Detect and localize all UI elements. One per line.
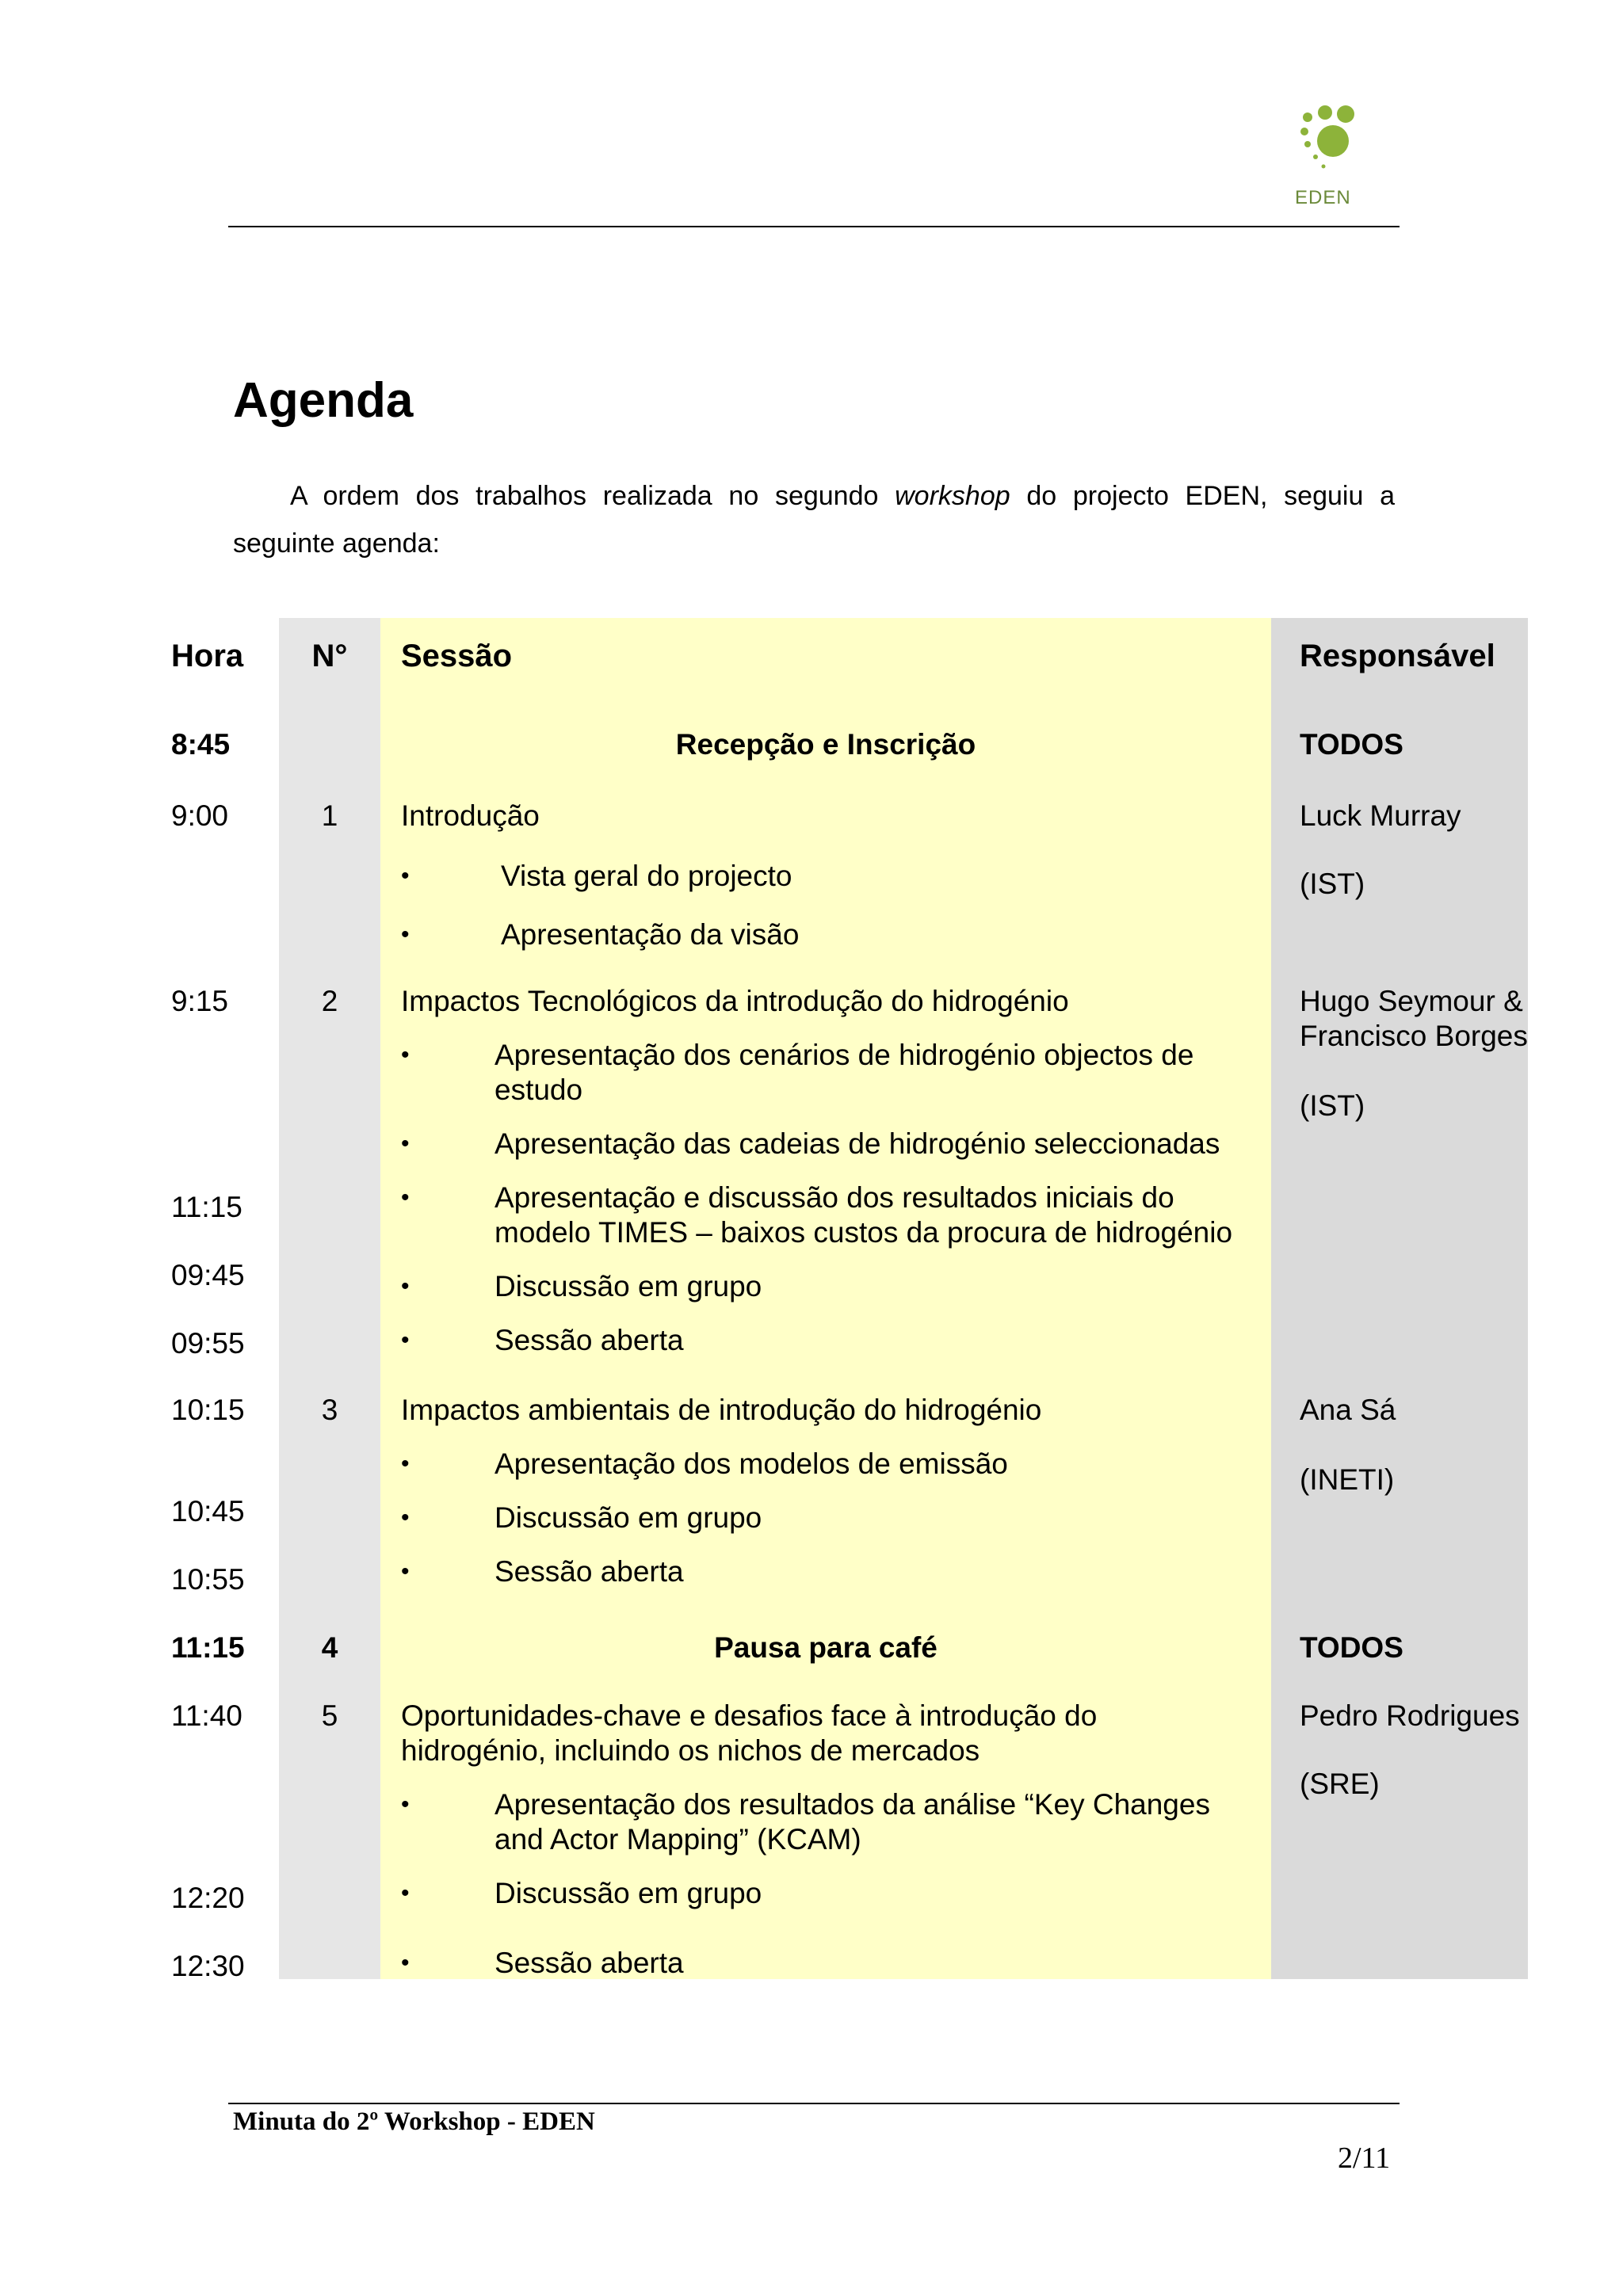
row-session: Recepção e Inscrição [675,728,976,761]
row-org: (SRE) [1300,1768,1380,1800]
row-number: 4 [321,1631,338,1664]
bullet-item: Apresentação dos resultados da análise “Key Changes and Actor Mapping” (KCAM) [495,1788,1210,1855]
bullet-marker: • [401,1791,410,1817]
row-session: Impactos Tecnológicos da introdução do hidrogénio [401,985,1069,1017]
bullet-marker: • [401,1558,410,1585]
row-time: 11:40 [171,1699,242,1732]
header-rule [228,226,1400,227]
bullet-item: Apresentação dos modelos de emissão [495,1447,1008,1480]
logo-text: EDEN [1295,187,1351,208]
row-responsible: TODOS [1300,1631,1403,1664]
row-org: (IST) [1300,868,1365,900]
row-session: Impactos ambientais de introdução do hidrogénio [401,1394,1042,1426]
footer-rule [228,2103,1400,2104]
row-time: 11:15 [171,1631,245,1664]
bullet-marker: • [401,1042,410,1068]
bullet-marker: • [401,1273,410,1299]
page-number: 2/11 [1338,2142,1391,2175]
bullet-item: Apresentação da visão [501,918,800,951]
row-responsible: TODOS [1300,728,1403,761]
row-responsible: Pedro Rodrigues [1300,1699,1520,1732]
footer-title: Minuta do 2º Workshop - EDEN [233,2107,595,2136]
bullet-time: 09:55 [171,1327,245,1360]
header-sessao: Sessão [401,639,513,673]
header-num: N° [311,639,348,673]
bullet-item: Sessão aberta [495,1947,684,1979]
bullet-item: Sessão aberta [495,1324,684,1356]
bullet-marker: • [401,1950,410,1976]
row-responsible: Luck Murray [1300,799,1461,832]
bullet-marker: • [401,1184,410,1211]
row-number: 2 [321,985,338,1017]
row-time: 10:15 [171,1394,245,1426]
row-session: Pausa para café [714,1631,938,1664]
row-org: (INETI) [1300,1463,1395,1496]
row-number: 5 [321,1699,338,1732]
bullet-item: Apresentação das cadeias de hidrogénio seleccionadas [495,1127,1220,1160]
bullet-item: Apresentação e discussão dos resultados iniciais do modelo TIMES – baixos custos da procura de hidrogénio [495,1181,1233,1249]
bullet-time: 11:15 [171,1191,242,1223]
bullet-time: 09:45 [171,1259,245,1291]
bullet-time: 10:45 [171,1495,245,1527]
bullet-marker: • [401,1131,410,1157]
row-time: 9:00 [171,799,229,832]
row-number: 1 [321,799,338,832]
header-hora: Hora [171,639,244,673]
row-session: Introdução [401,799,540,832]
bullet-time: 10:55 [171,1563,245,1596]
bullet-marker: • [401,1451,410,1477]
bullet-time: 12:30 [171,1950,245,1982]
bullet-item: Discussão em grupo [495,1270,762,1302]
bullet-item: Discussão em grupo [495,1501,762,1534]
row-org: (IST) [1300,1089,1365,1122]
intro-paragraph: A ordem dos trabalhos realizada no segundo workshop do projecto EDEN, seguiu a seguinte agenda: [233,481,1395,559]
row-time: 9:15 [171,985,229,1017]
bullet-marker: • [401,863,410,889]
bullet-marker: • [401,921,410,948]
bullet-item: Vista geral do projecto [501,860,792,892]
row-time: 8:45 [171,728,231,761]
row-responsible: Ana Sá [1300,1394,1396,1426]
row-session: Oportunidades-chave e desafios face à introdução do hidrogénio, incluindo os nichos de mercados [401,1699,1098,1767]
row-number: 3 [321,1394,338,1426]
bullet-marker: • [401,1880,410,1906]
header-responsavel: Responsável [1300,639,1495,673]
bullet-item: Sessão aberta [495,1555,684,1588]
page-title: Agenda [233,373,414,428]
bullet-item: Discussão em grupo [495,1877,762,1909]
bullet-item: Apresentação dos cenários de hidrogénio objectos de estudo [495,1039,1194,1106]
bullet-marker: • [401,1327,410,1353]
bullet-time: 12:20 [171,1882,245,1914]
row-responsible: Hugo Seymour & Francisco Borges [1300,985,1528,1052]
bullet-marker: • [401,1505,410,1531]
